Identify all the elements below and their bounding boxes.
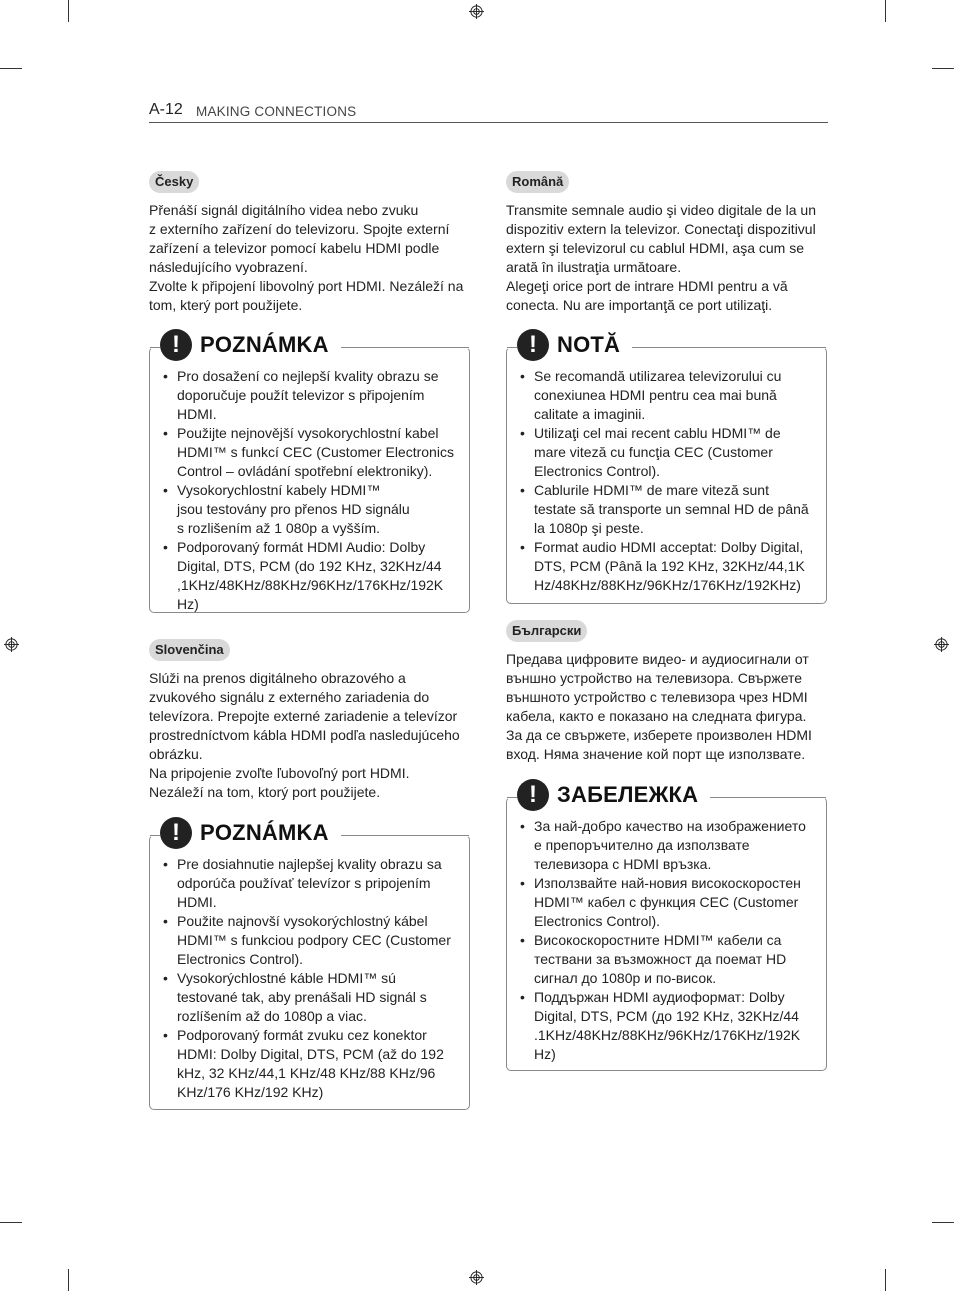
note-line: Pro dosažení co nejlepší kvality obrazu se xyxy=(177,368,439,384)
exclamation-icon: ! xyxy=(517,779,549,811)
note-header xyxy=(160,329,337,361)
note-item xyxy=(163,1026,459,1102)
note-border-segment xyxy=(507,797,517,798)
note-item xyxy=(163,481,459,538)
language-label-slovencina: Slovenčina xyxy=(149,639,230,661)
note-item xyxy=(163,367,459,424)
note-item xyxy=(163,912,459,969)
note-header xyxy=(517,329,628,361)
note-list xyxy=(520,367,816,595)
body-line: Slúži na prenos digitálneho obrazového a xyxy=(149,670,406,686)
note-line: HDMI. xyxy=(177,406,217,422)
body-line: Transmite semnale audio şi video digitale de la un xyxy=(506,202,816,218)
body-line: obrázku. xyxy=(149,746,203,762)
note-title: POZNÁMKA xyxy=(200,820,329,845)
note-line: KHz/176 KHz/192 KHz) xyxy=(177,1084,324,1100)
body-line: arată în ilustraţia următoare. xyxy=(506,259,682,275)
note-line: HDMI. xyxy=(177,894,217,910)
note-line: Vysokorychlostní kabely HDMI™ xyxy=(177,482,381,498)
note-box-cesky xyxy=(149,331,470,613)
note-line: conexiunea HDMI pentru cea mai bună xyxy=(534,387,777,403)
note-border-segment xyxy=(150,347,160,348)
note-line: la 1080p şi peste. xyxy=(534,520,644,536)
note-title: ЗАБЕЛЕЖКА xyxy=(557,782,699,807)
note-item xyxy=(163,969,459,1026)
note-line: jsou testovány pro přenos HD signálu xyxy=(177,501,410,517)
crop-mark xyxy=(885,0,886,22)
note-header xyxy=(160,817,337,849)
note-line: Utilizaţi cel mai recent cablu HDMI™ de xyxy=(534,425,781,441)
note-line: Použijte nejnovější vysokorychlostní kabel xyxy=(177,425,439,441)
body-line: dispozitiv extern la televizor. Conectaţi dispozitivul xyxy=(506,221,816,237)
note-box-slovencina xyxy=(149,819,470,1110)
note-line: .1KHz/48KHz/88KHz/96KHz/176KHz/192K xyxy=(534,1027,801,1043)
crop-mark xyxy=(0,1222,22,1223)
note-line: Podporovaný formát zvuku cez konektor xyxy=(177,1027,427,1043)
note-line: Electronics Control). xyxy=(534,463,661,479)
note-border-segment xyxy=(710,797,826,798)
header-rule xyxy=(149,122,828,123)
note-line: DTS, PCM (Până la 192 KHz, 32KHz/44,1K xyxy=(534,558,805,574)
note-line: HDMI™ кабел с функция CEC (Customer xyxy=(534,894,799,910)
note-line: Použite najnovší vysokorýchlostný kábel xyxy=(177,913,428,929)
body-line: následujícího vyobrazení. xyxy=(149,259,308,275)
note-line: Използвайте най-новия високоскоростен xyxy=(534,875,801,891)
note-list xyxy=(163,367,459,614)
note-item xyxy=(520,931,816,988)
language-label-cesky: Česky xyxy=(149,171,199,193)
body-line: Přenáší signál digitálního videa nebo zvuku xyxy=(149,202,419,218)
note-border-segment xyxy=(632,347,826,348)
note-border-segment xyxy=(507,347,517,348)
exclamation-icon: ! xyxy=(517,329,549,361)
note-line: Format audio HDMI acceptat: Dolby Digital, xyxy=(534,539,804,555)
note-line: HDMI: Dolby Digital, DTS, PCM (až do 192 xyxy=(177,1046,444,1062)
crop-mark xyxy=(68,1269,69,1291)
body-line: вход. Няма значение кой порт ще използвате. xyxy=(506,746,806,762)
registration-mark-icon xyxy=(4,637,19,652)
note-border-segment xyxy=(341,347,469,348)
note-item xyxy=(163,855,459,912)
note-title: NOTĂ xyxy=(557,332,621,357)
note-line: За най-добро качество на изображението xyxy=(534,818,806,834)
note-border-segment xyxy=(150,835,160,836)
note-item xyxy=(520,817,816,874)
note-line: тествани за възможност да поемат HD xyxy=(534,951,787,967)
body-line: Na pripojenie zvoľte ľubovoľný port HDMI. xyxy=(149,765,410,781)
note-line: Високоскоростните HDMI™ кабели са xyxy=(534,932,782,948)
note-line: rozlíšením až do 1080p a viac. xyxy=(177,1008,367,1024)
note-line: HDMI™ s funkciou podpory CEC (Customer xyxy=(177,932,451,948)
page-number: A-12 xyxy=(149,101,183,118)
note-line: testované tak, aby prenášali HD signál s xyxy=(177,989,427,1005)
body-line: prostredníctvom kábla HDMI podľa nasledujúceho xyxy=(149,727,460,743)
body-line: Zvolte k připojení libovolný port HDMI. Nezáleží na xyxy=(149,278,464,294)
note-list xyxy=(163,855,459,1102)
note-line: Vysokorýchlostné káble HDMI™ sú xyxy=(177,970,396,986)
note-line: Electronics Control). xyxy=(177,951,304,967)
crop-mark xyxy=(0,68,22,69)
note-line: Поддържан HDMI аудиоформат: Dolby xyxy=(534,989,785,1005)
note-item xyxy=(520,424,816,481)
note-line: Control – ovládání spotřební elektroniky). xyxy=(177,463,433,479)
language-label-balgarski: Български xyxy=(506,620,587,642)
note-line: HDMI™ s funkcí CEC (Customer Electronics xyxy=(177,444,454,460)
note-line: mare viteză cu funcţia CEC (Customer xyxy=(534,444,773,460)
note-item xyxy=(520,367,816,424)
note-item xyxy=(520,988,816,1064)
note-title: POZNÁMKA xyxy=(200,332,329,357)
crop-mark xyxy=(932,1222,954,1223)
exclamation-icon: ! xyxy=(160,329,192,361)
note-border-segment xyxy=(341,835,469,836)
body-line: zvukového signálu z externého zariadenia do xyxy=(149,689,430,705)
body-line: zařízení a televizor pomocí kabelu HDMI podle xyxy=(149,240,440,256)
note-item xyxy=(520,874,816,931)
note-item xyxy=(163,538,459,614)
note-line: сигнал до 1080p и по-висок. xyxy=(534,970,717,986)
note-item xyxy=(163,424,459,481)
body-line: tom, který port použijete. xyxy=(149,297,303,313)
note-line: Se recomandă utilizarea televizorului cu xyxy=(534,368,782,384)
note-line: calitate a imaginii. xyxy=(534,406,646,422)
note-line: Digital, DTS, PCM (do 192 KHz, 32KHz/44 xyxy=(177,558,442,574)
note-line: телевизора с HDMI връзка. xyxy=(534,856,712,872)
note-line: Cablurile HDMI™ de mare viteză sunt xyxy=(534,482,769,498)
note-line: Hz/48KHz/88KHz/96KHz/176KHz/192KHz) xyxy=(534,577,801,593)
note-line: Digital, DTS, PCM (до 192 KHz, 32KHz/44 xyxy=(534,1008,799,1024)
registration-mark-icon xyxy=(469,1270,484,1285)
body-line: Nezáleží na tom, ktorý port použijete. xyxy=(149,784,381,800)
note-line: kHz, 32 KHz/44,1 KHz/48 KHz/88 KHz/96 xyxy=(177,1065,436,1081)
note-line: Pre dosiahnutie najlepšej kvality obrazu sa xyxy=(177,856,442,872)
body-line: conecta. Nu are importanţă ce port utilizaţi. xyxy=(506,297,773,313)
body-line: външно устройство на телевизора. Свържете xyxy=(506,670,803,686)
registration-mark-icon xyxy=(469,4,484,19)
slovencina-body xyxy=(149,669,479,802)
body-line: За да се свържете, изберете произволен HDMI xyxy=(506,727,812,743)
note-header xyxy=(517,779,706,811)
cesky-body xyxy=(149,201,479,315)
note-line: s rozlišením až 1 080p a vyšším. xyxy=(177,520,381,536)
body-line: външното устройство с телевизора чрез HDMI xyxy=(506,689,808,705)
crop-mark xyxy=(885,1269,886,1291)
note-line: odporúča používať televízor s pripojením xyxy=(177,875,431,891)
body-line: televízora. Prepojte externé zariadenie a televízor xyxy=(149,708,458,724)
note-line: Podporovaný formát HDMI Audio: Dolby xyxy=(177,539,426,555)
note-line: doporučuje použít televizor s připojením xyxy=(177,387,425,403)
note-line: Electronics Control). xyxy=(534,913,661,929)
note-line: е препоръчително да използвате xyxy=(534,837,750,853)
note-line: ,1KHz/48KHz/88KHz/96KHz/176KHz/192K xyxy=(177,577,444,593)
balgarski-body xyxy=(506,650,836,764)
romana-body xyxy=(506,201,836,315)
section-title: MAKING CONNECTIONS xyxy=(196,104,357,119)
body-line: Предава цифровите видео- и аудиосигнали от xyxy=(506,651,809,667)
language-label-romana: Română xyxy=(506,171,569,193)
note-list xyxy=(520,817,816,1064)
note-item xyxy=(520,481,816,538)
registration-mark-icon xyxy=(934,637,949,652)
crop-mark xyxy=(932,68,954,69)
body-line: z externího zařízení do televizoru. Spojte externí xyxy=(149,221,450,237)
crop-mark xyxy=(68,0,69,22)
body-line: extern şi televizorul cu cablul HDMI, aşa cum se xyxy=(506,240,804,256)
exclamation-icon: ! xyxy=(160,817,192,849)
body-line: кабела, както е показано на следната фигура. xyxy=(506,708,807,724)
note-item xyxy=(520,538,816,595)
note-box-romana xyxy=(506,331,827,604)
body-line: Alegeţi orice port de intrare HDMI pentru a vă xyxy=(506,278,788,294)
note-line: testate să transporte un semnal HD de până xyxy=(534,501,809,517)
note-line: Hz) xyxy=(177,596,199,612)
note-box-balgarski xyxy=(506,781,827,1071)
note-line: Hz) xyxy=(534,1046,556,1062)
